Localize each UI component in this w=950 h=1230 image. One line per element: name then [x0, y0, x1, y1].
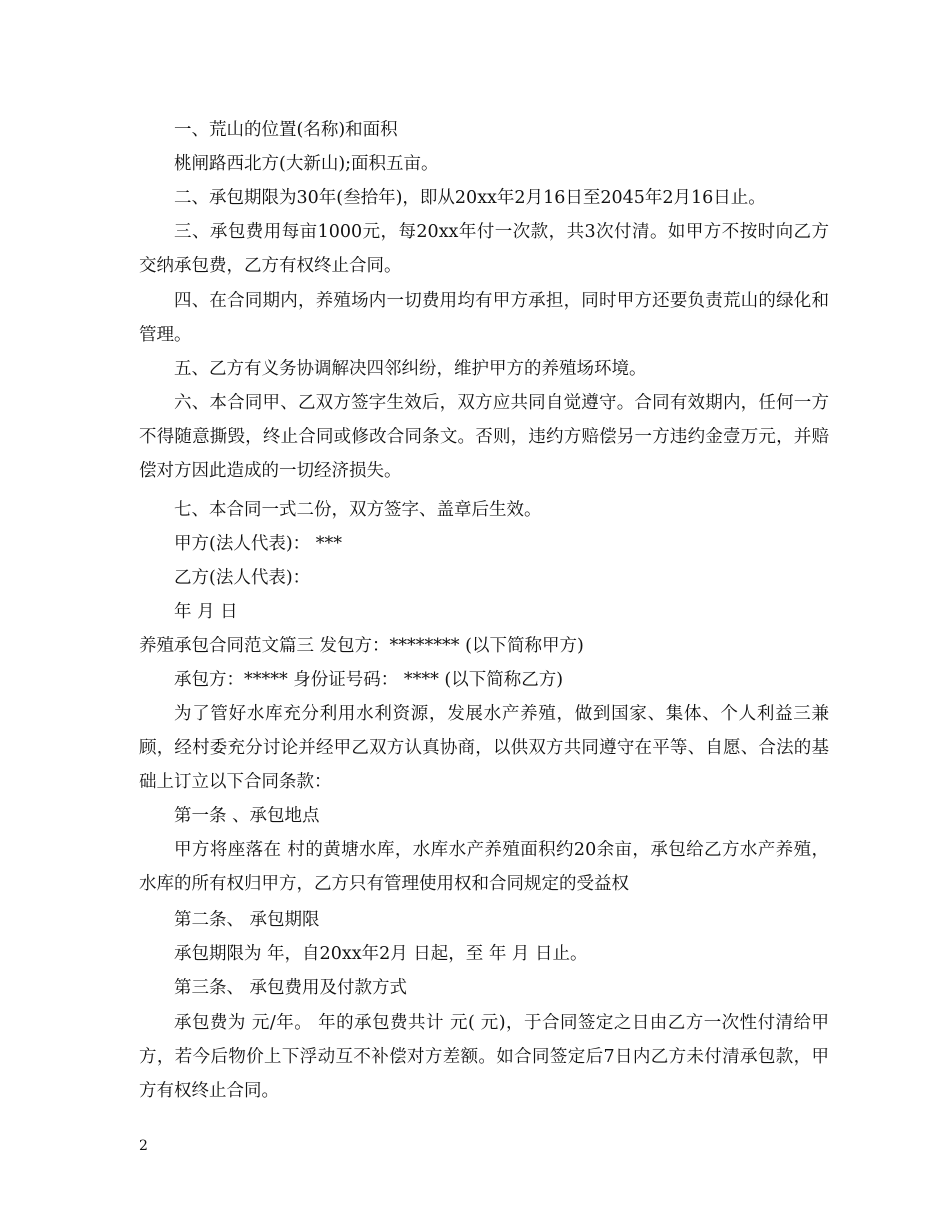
page-number: 2	[139, 1138, 148, 1154]
signature-date: 年 月 日	[174, 602, 238, 622]
contract-three-title: 养殖承包合同范文篇三 发包方：******** (以下简称甲方)	[139, 636, 584, 656]
clause-neighbors: 五、乙方有义务协调解决四邻纠纷，维护甲方的养殖场环境。	[174, 359, 647, 379]
article-three-text: 承包费为 元/年。 年的承包费共计 元( 元)，于合同签定之日由乙方一次性付清给甲方，若今后物价上下浮动互不补偿对方差额。如合同签定后7日内乙方未付清承包款，甲方有权终止合同。	[139, 1013, 829, 1102]
signature-party-a: 甲方(法人代表)： ***	[174, 534, 342, 554]
section-heading-location: 一、荒山的位置(名称)和面积	[174, 120, 398, 140]
clause-breach: 六、本合同甲、乙双方签字生效后，双方应共同自觉遵守。合同有效期内，任何一方不得随意撕毁，终止合同或修改合同条文。否则，违约方赔偿另一方违约金壹万元，并赔偿对方因此造成的一切经济损失。	[139, 393, 829, 482]
location-text: 桃闸路西北方(大新山);面积五亩。	[174, 154, 439, 174]
clause-fee: 三、承包费用每亩1000元，每20xx年付一次款，共3次付清。如甲方不按时向乙方交纳承包费，乙方有权终止合同。	[139, 222, 829, 277]
clause-costs: 四、在合同期内，养殖场内一切费用均有甲方承担，同时甲方还要负责荒山的绿化和管理。	[139, 291, 829, 346]
article-two-heading: 第二条、 承包期限	[174, 910, 320, 930]
article-one-heading: 第一条 、承包地点	[174, 806, 320, 826]
signature-party-b: 乙方(法人代表)：	[174, 568, 311, 588]
article-three-heading: 第三条、 承包费用及付款方式	[174, 978, 408, 998]
article-one-text: 甲方将座落在 村的黄塘水库，水库水产养殖面积约20余亩，承包给乙方水产养殖，水库的所有权归甲方，乙方只有管理使用权和合同规定的受益权	[139, 840, 829, 895]
article-two-text: 承包期限为 年，自20xx年2月 日起，至 年 月 日止。	[174, 944, 588, 964]
clause-copies: 七、本合同一式二份，双方签字、盖章后生效。	[174, 500, 542, 520]
contractor-info: 承包方：***** 身份证号码： **** (以下简称乙方)	[174, 670, 564, 690]
contract-preamble: 为了管好水库充分利用水利资源，发展水产养殖，做到国家、集体、个人利益三兼顾，经村委充分讨论并经甲乙双方认真协商，以供双方共同遵守在平等、自愿、合法的基础上订立以下合同条款：	[139, 704, 829, 793]
clause-term: 二、承包期限为30年(叁拾年)，即从20xx年2月16日至2045年2月16日止。	[174, 188, 766, 208]
